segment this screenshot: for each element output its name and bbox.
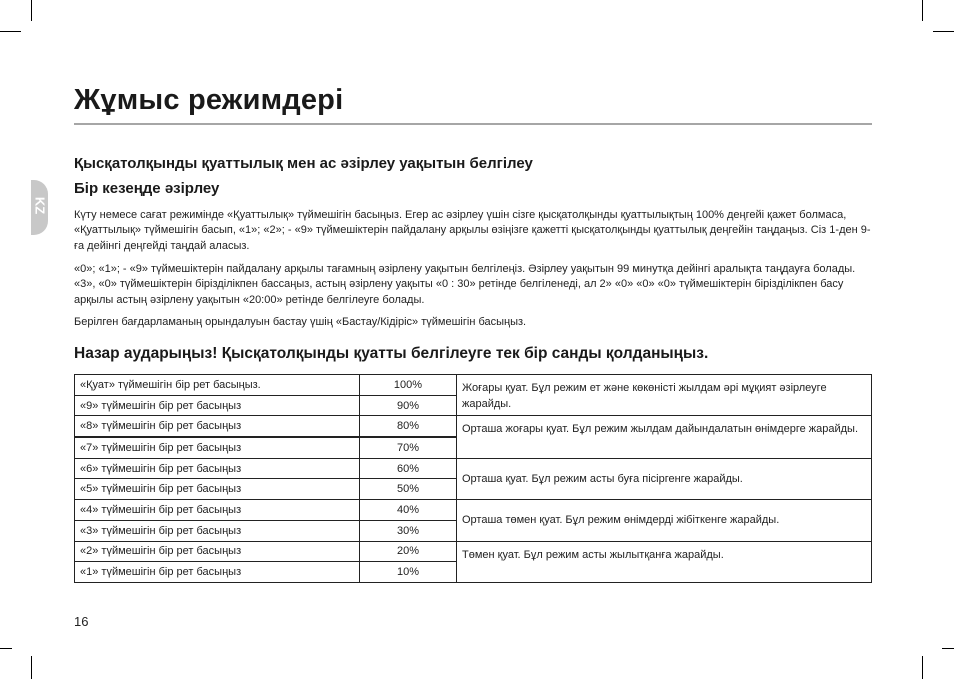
crop-mark bbox=[31, 656, 32, 679]
power-cell: 100% bbox=[360, 375, 457, 396]
crop-mark bbox=[942, 648, 954, 649]
power-cell: 50% bbox=[360, 479, 457, 500]
paragraph-start: Берілген бағдарламаның орындалуын бастау үшің «Бастау/Кідіріс» түймешігін басыңыз. bbox=[74, 316, 527, 328]
description-cell: Жоғары қуат. Бұл режим ет және көкөністі жылдам әрі мұқият әзірлеуге жарайды. bbox=[457, 375, 872, 416]
power-levels-table bbox=[74, 374, 872, 583]
action-cell: «3» түймешігін бір рет басыңыз bbox=[75, 520, 360, 541]
power-cell: 80% bbox=[360, 416, 457, 437]
action-cell: «5» түймешігін бір рет басыңыз bbox=[75, 479, 360, 500]
paragraph-time-setting: «0»; «1»; - «9» түймешіктерін пайдалану арқылы тағамның әзірлену уақытын белгілеңіз. Әзірлеу уақытын 99 минутқа дейінгі аралықта таңдауға болады. «3», «0» түймешіктерін бірізділікпен бассаңыз, астың әзірлену уақыты «0 : 30» ретінде белгіленеді, ал 2» «0» «0» «0» түймешіктерін бірізділікпен басу арқылы астың әзірлену уақытын «20:00» ретінде белгілеуге болады. bbox=[74, 263, 856, 306]
language-tab bbox=[31, 180, 48, 235]
paragraph-power-selection: Күту немесе сағат режимінде «Қуаттылық» түймешігін басыңыз. Егер ас әзірлеу үшін сізге қысқатолқынды қуаттылықтың 100% деңгейі қажет болмаса, «Қуаттылық» түймешігін басып, «1»; «2»; - «9» түймешіктерін пайдалану арқылы өзіңізге қажетті қысқатолқынды қуаттылық деңгейін таңдаңыз. Сіз 1-ден 9-ға дейінгі деңгейді таңдай аласыз. bbox=[74, 209, 871, 252]
crop-mark bbox=[0, 31, 21, 32]
power-cell: 40% bbox=[360, 500, 457, 521]
power-cell: 20% bbox=[360, 541, 457, 562]
action-cell: «4» түймешігін бір рет басыңыз bbox=[75, 500, 360, 521]
table-row bbox=[75, 500, 872, 521]
action-cell: «Қуат» түймешігін бір рет басыңыз. bbox=[75, 375, 360, 396]
table-row bbox=[75, 416, 872, 437]
attention-note: Назар аударыңыз! Қысқатолқынды қуатты белгілеуге тек бір санды қолданыңыз. bbox=[74, 345, 709, 362]
power-cell: 70% bbox=[360, 437, 457, 458]
action-cell: «7» түймешігін бір рет басыңыз bbox=[75, 437, 360, 458]
description-cell: Орташа төмен қуат. Бұл режим өнімдерді жібіткенге жарайды. bbox=[457, 500, 872, 541]
description-cell: Төмен қуат. Бұл режим асты жылытқанға жарайды. bbox=[457, 541, 872, 582]
page-title: Жұмыс режимдері bbox=[74, 84, 344, 116]
subsection-heading: Бір кезеңде әзірлеу bbox=[74, 180, 220, 197]
section-heading: Қысқатолқынды қуаттылық мен ас әзірлеу уақытын белгілеу bbox=[74, 155, 533, 172]
crop-mark bbox=[31, 0, 32, 21]
action-cell: «6» түймешігін бір рет басыңыз bbox=[75, 458, 360, 479]
power-cell: 10% bbox=[360, 562, 457, 583]
description-cell: Орташа жоғары қуат. Бұл режим жылдам дайындалатын өнімдерге жарайды. bbox=[457, 416, 872, 458]
crop-mark bbox=[922, 656, 923, 679]
action-cell: «9» түймешігін бір рет басыңыз bbox=[75, 395, 360, 416]
action-cell: «1» түймешігін бір рет басыңыз bbox=[75, 562, 360, 583]
table-row bbox=[75, 375, 872, 396]
description-cell: Орташа қуат. Бұл режим асты буға пісіргенге жарайды. bbox=[457, 458, 872, 499]
crop-mark bbox=[922, 0, 923, 21]
page-number: 16 bbox=[74, 614, 89, 629]
action-cell: «2» түймешігін бір рет басыңыз bbox=[75, 541, 360, 562]
power-cell: 60% bbox=[360, 458, 457, 479]
table-row bbox=[75, 541, 872, 562]
crop-mark bbox=[933, 31, 954, 32]
language-tab-label: KZ bbox=[32, 196, 48, 215]
power-cell: 30% bbox=[360, 520, 457, 541]
crop-mark bbox=[0, 648, 12, 649]
power-cell: 90% bbox=[360, 395, 457, 416]
table-row bbox=[75, 458, 872, 479]
title-divider bbox=[74, 123, 872, 125]
action-cell: «8» түймешігін бір рет басыңыз bbox=[75, 416, 360, 437]
